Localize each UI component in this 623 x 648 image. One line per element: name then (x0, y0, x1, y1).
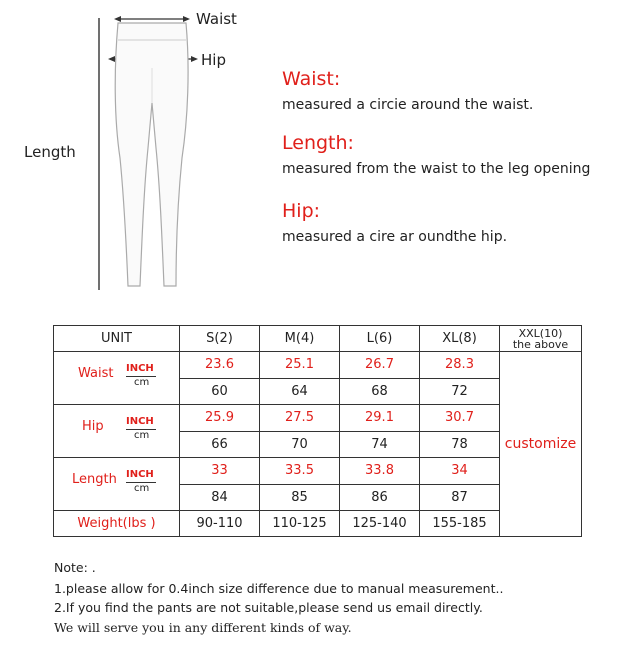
inch-label: INCH (126, 469, 154, 480)
hip-definition-title: Hip: (282, 200, 321, 222)
table-cell: 125-140 (340, 511, 420, 537)
table-cell: 72 (420, 378, 500, 405)
table-cell: 86 (340, 484, 420, 511)
table-cell: 84 (180, 484, 260, 511)
notes-heading: Note: . (54, 560, 96, 575)
table-cell: 29.1 (340, 405, 420, 432)
size-chart-table (53, 325, 582, 537)
xxl-header-line1: XXL(10) (518, 326, 563, 340)
table-cell: 155-185 (420, 511, 500, 537)
note-line-3: We will serve you in any different kinds of way. (54, 620, 352, 635)
waist-row-label: Waist (78, 366, 114, 381)
xxl-header-line2: the above (512, 337, 569, 351)
hip-row-label: Hip (82, 419, 104, 434)
table-cell: 33.8 (340, 458, 420, 485)
length-unit-cell (54, 458, 180, 511)
table-cell: 26.7 (340, 352, 420, 379)
table-cell: 74 (340, 431, 420, 458)
size-header: L(6) (340, 326, 420, 352)
table-cell: 27.5 (260, 405, 340, 432)
table-cell: 110-125 (260, 511, 340, 537)
table-cell: 87 (420, 484, 500, 511)
cm-label: cm (134, 430, 150, 441)
waist-unit-cell (54, 352, 180, 405)
waist-definition-title: Waist: (282, 68, 341, 90)
table-header-row (54, 326, 582, 352)
table-cell: 70 (260, 431, 340, 458)
table-cell: 64 (260, 378, 340, 405)
size-header: S(2) (180, 326, 260, 352)
table-cell: 33.5 (260, 458, 340, 485)
inch-label: INCH (126, 363, 154, 374)
note-line-2: 2.If you find the pants are not suitable,please send us email directly. (54, 600, 483, 615)
table-cell: 30.7 (420, 405, 500, 432)
cm-label: cm (134, 483, 150, 494)
size-header: M(4) (260, 326, 340, 352)
unit-header: UNIT (54, 326, 180, 352)
length-diagram-label: Length (24, 143, 76, 161)
table-cell: 25.9 (180, 405, 260, 432)
length-definition-title: Length: (282, 132, 354, 154)
weight-row-label: Weight(lbs ) (54, 511, 180, 537)
table-cell: 68 (340, 378, 420, 405)
hip-diagram-label: Hip (201, 51, 226, 69)
table-cell: 25.1 (260, 352, 340, 379)
length-row-label: Length (72, 472, 117, 487)
table-cell: 28.3 (420, 352, 500, 379)
cm-label: cm (134, 377, 150, 388)
table-cell: 85 (260, 484, 340, 511)
table-cell: 23.6 (180, 352, 260, 379)
table-cell: 34 (420, 458, 500, 485)
table-cell: 66 (180, 431, 260, 458)
table-cell: 78 (420, 431, 500, 458)
size-header: XL(8) (420, 326, 500, 352)
length-definition-text: measured from the waist to the leg opening (282, 161, 591, 177)
hip-unit-cell (54, 405, 180, 458)
table-cell: 90-110 (180, 511, 260, 537)
table-cell: 33 (180, 458, 260, 485)
note-line-1: 1.please allow for 0.4inch size difference due to manual measurement.. (54, 581, 504, 596)
table-row (54, 352, 582, 379)
customize-cell: customize (500, 352, 582, 537)
waist-diagram-label: Waist (196, 10, 237, 28)
hip-definition-text: measured a cire ar oundthe hip. (282, 229, 508, 245)
inch-label: INCH (126, 416, 154, 427)
table-cell: 60 (180, 378, 260, 405)
xxl-header (500, 326, 582, 352)
waist-definition-text: measured a circie around the waist. (282, 97, 534, 113)
